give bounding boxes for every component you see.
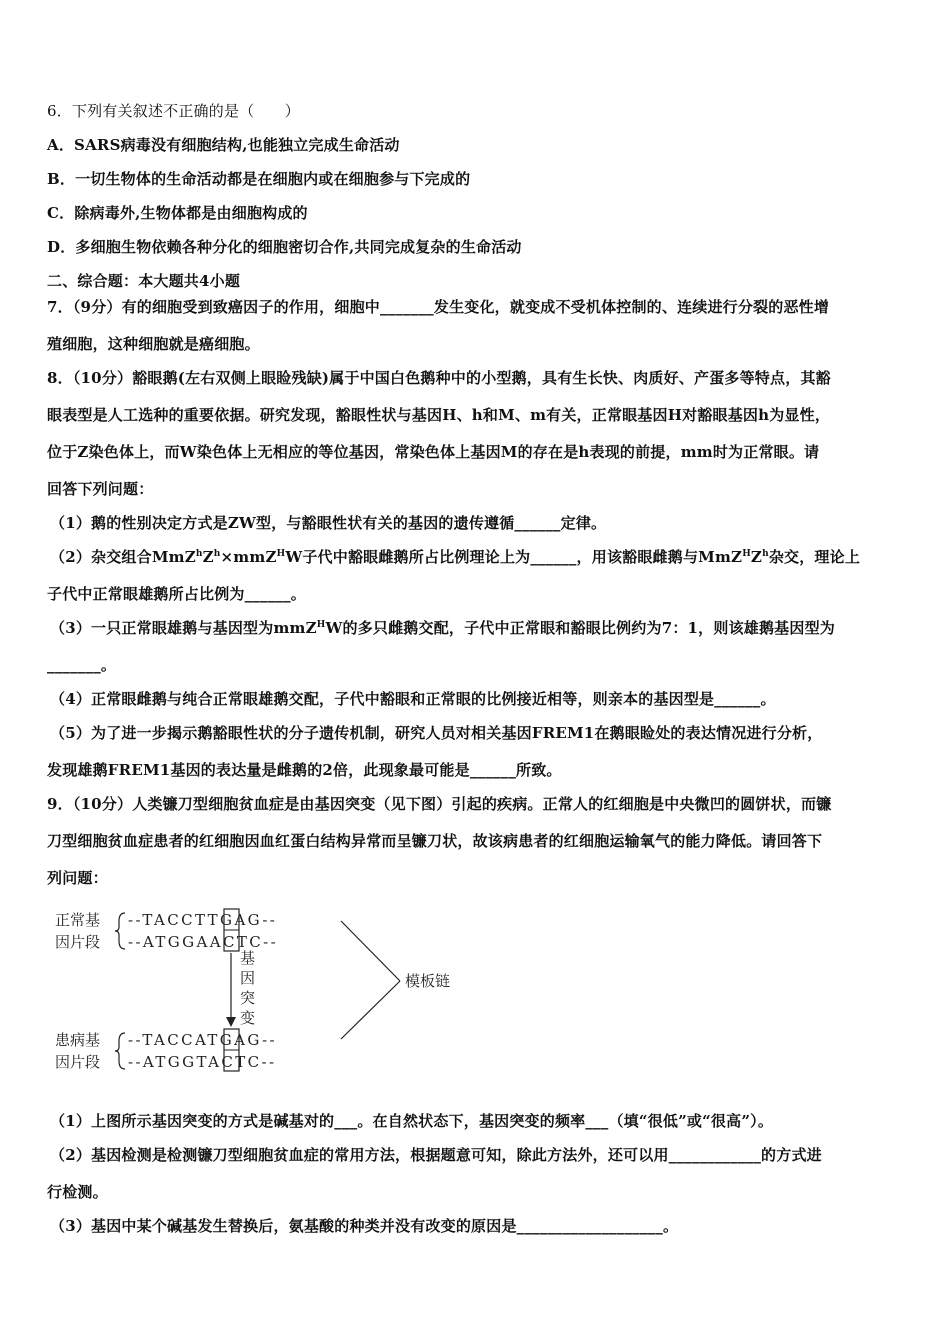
- gene-mutation-diagram: [55, 905, 495, 1085]
- normal-strand-top: --TACCTTGAG--: [128, 911, 278, 929]
- patient-brace: [115, 1033, 125, 1069]
- q8-sub2-text: Z: [750, 548, 763, 566]
- q8-sub4: （4）正常眼雌鹅与纯合正常眼雄鹅交配，子代中豁眼和正常眼的比例接近相等，则亲本的基因型是______。: [50, 690, 776, 708]
- template-strand-label: 模板链: [405, 972, 451, 990]
- q8-line3: 位于Z染色体上，而W染色体上无相应的等位基因，常染色体上基因M的存在是h表现的前提，mm时为正常眼。请: [47, 443, 820, 461]
- q6-stem: 6．下列有关叙述不正确的是（ ）: [47, 102, 300, 120]
- arrow-head-icon: [226, 1017, 236, 1027]
- q8-sub2-text: ×mmZ: [220, 548, 277, 566]
- q8-sub1: （1）鹅的性别决定方式是ZW型，与豁眼性状有关的基因的遗传遵循______定律。: [50, 514, 607, 532]
- q8-sub2-sup: H: [742, 549, 751, 559]
- patient-gene-label-2: 因片段: [55, 1053, 101, 1071]
- q6-option-b: B．一切生物体的生命活动都是在细胞内或在细胞参与下完成的: [47, 170, 471, 188]
- patient-gene-label-1: 患病基: [55, 1031, 101, 1049]
- q8-sub3-line1: [50, 617, 910, 639]
- q6-option-a: A．SARS病毒没有细胞结构,也能独立完成生命活动: [47, 136, 400, 154]
- q9-sub2-line2: 行检测。: [47, 1183, 108, 1201]
- q8-sub2-sup: h: [195, 549, 203, 559]
- q8-sub2-line2: 子代中正常眼雄鹅所占比例为______。: [47, 585, 307, 603]
- q8-sub3-line2: _______。: [47, 656, 117, 674]
- normal-gene-label-2: 因片段: [55, 933, 101, 951]
- normal-brace: [115, 913, 125, 949]
- q8-sub2-line1: [50, 546, 910, 568]
- q8-sub5-line2: 发现雄鹅FREM1基因的表达量是雌鹅的2倍，此现象最可能是______所致。: [47, 761, 562, 779]
- q8-line1: 8．（10分）豁眼鹅(左右双侧上眼睑残缺)属于中国白色鹅种中的小型鹅，具有生长快、肉质好、产蛋多等特点，其豁: [47, 369, 831, 387]
- q8-sub2-text: 杂交，理论上: [768, 548, 861, 566]
- q8-sub3-text: （3）一只正常眼雄鹅与基因型为mmZ: [50, 619, 317, 637]
- q7-line1: 7．（9分）有的细胞受到致癌因子的作用，细胞中_______发生变化，就变成不受机体控制的、连续进行分裂的恶性增: [47, 298, 830, 316]
- q9-line2: 刀型细胞贫血症患者的红细胞因血红蛋白结构异常而呈镰刀状，故该病患者的红细胞运输氧气的能力降低。请回答下: [47, 832, 823, 850]
- q6-option-c: C．除病毒外,生物体都是由细胞构成的: [47, 204, 308, 222]
- q6-option-d: D．多细胞生物依赖各种分化的细胞密切合作,共同完成复杂的生命活动: [47, 238, 522, 256]
- mutation-label-char: 突: [240, 989, 256, 1007]
- q9-sub3: （3）基因中某个碱基发生替换后，氨基酸的种类并没有改变的原因是___________________。: [50, 1217, 679, 1235]
- template-pointer-top: [341, 921, 400, 981]
- q8-sub3-text: W的多只雌鹅交配，子代中正常眼和豁眼比例约为7：1，则该雄鹅基因型为: [325, 619, 835, 637]
- q8-line4: 回答下列问题：: [47, 480, 154, 498]
- q8-sub2-text: （2）杂交组合MmZ: [50, 548, 196, 566]
- q9-line3: 列问题：: [47, 869, 108, 887]
- mutation-label-char: 因: [240, 969, 256, 987]
- mutation-label-char: 基: [240, 949, 256, 967]
- patient-strand-top: --TACCATGAG--: [128, 1031, 278, 1049]
- q9-sub2-line1: （2）基因检测是检测镰刀型细胞贫血症的常用方法，根据题意可知，除此方法外，还可以用____________的方式进: [50, 1146, 822, 1164]
- q8-sub2-text: W子代中豁眼雌鹅所占比例理论上为______，用该豁眼雌鹅与MmZ: [285, 548, 743, 566]
- patient-strand-bottom: --ATGGTACTC--: [128, 1053, 277, 1071]
- q9-line1: 9．（10分）人类镰刀型细胞贫血症是由基因突变（见下图）引起的疾病。正常人的红细胞是中央微凹的圆饼状，而镰: [47, 795, 832, 813]
- q8-sub2-sup: h: [213, 549, 221, 559]
- normal-strand-bottom: --ATGGAACTC--: [128, 933, 279, 951]
- q8-sub5-line1: （5）为了进一步揭示鹅豁眼性状的分子遗传机制，研究人员对相关基因FREM1在鹅眼睑处的表达情况进行分析，: [50, 724, 823, 742]
- mutation-label-char: 变: [240, 1009, 256, 1027]
- section-title: 二、综合题：本大题共4小题: [47, 272, 241, 290]
- q8-line2: 眼表型是人工选种的重要依据。研究发现，豁眼性状与基因H、h和M、m有关，正常眼基因H对豁眼基因h为显性，: [47, 406, 831, 424]
- normal-gene-label-1: 正常基: [55, 911, 101, 929]
- q9-sub1: （1）上图所示基因突变的方式是碱基对的___。在自然状态下，基因突变的频率___（填“很低”或“很高”）。: [50, 1112, 774, 1130]
- q8-sub3-sup: H: [316, 620, 326, 630]
- template-pointer-bottom: [341, 981, 400, 1039]
- q8-sub2-text: Z: [202, 548, 214, 566]
- q8-sub2-sup: h: [762, 549, 769, 559]
- q7-line2: 殖细胞，这种细胞就是癌细胞。: [47, 335, 260, 353]
- q8-sub2-sup: H: [276, 549, 286, 559]
